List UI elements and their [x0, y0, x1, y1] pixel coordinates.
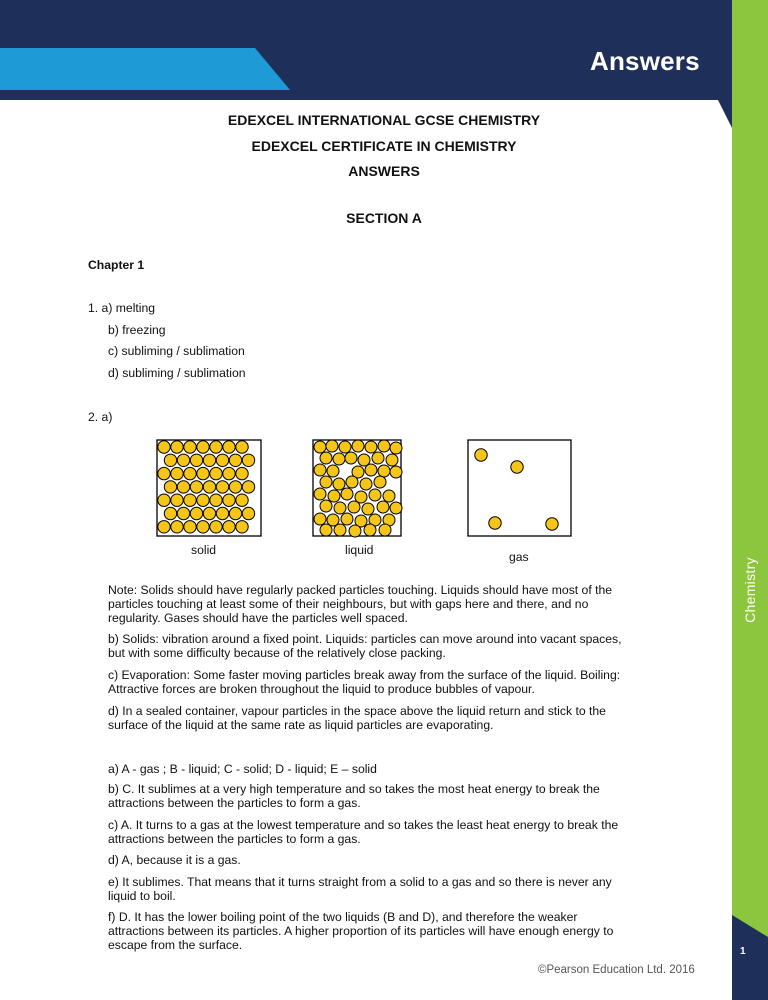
page-number-tab [732, 915, 768, 1000]
q2-c-line1: c) Evaporation: Some faster moving particles break away from the surface of the liquid. Boiling: [108, 668, 621, 682]
q2-note-line3: regularity. Gases should have the particles well spaced. [108, 611, 408, 625]
solid-particle [203, 454, 215, 466]
liquid-particle [328, 490, 340, 502]
solid-particle [236, 467, 248, 479]
solid-particle [158, 441, 170, 453]
solid-particle [203, 507, 215, 519]
doc-title-2: EDEXCEL CERTIFICATE IN CHEMISTRY [251, 138, 517, 154]
solid-particle [171, 521, 183, 533]
solid-particle [184, 494, 196, 506]
solid-particle [177, 481, 189, 493]
solid-particle [216, 507, 228, 519]
liquid-particle [346, 476, 358, 488]
solid-particle [210, 494, 222, 506]
liquid-particle [378, 465, 390, 477]
solid-particle [164, 507, 176, 519]
gas-diagram [468, 440, 571, 536]
solid-particle [223, 521, 235, 533]
liquid-particle [390, 442, 402, 454]
sidebar-subject-label: Chemistry [742, 557, 758, 623]
solid-particle [210, 521, 222, 533]
liquid-particle [333, 453, 345, 465]
solid-particle [197, 441, 209, 453]
q2-d-line2: surface of the liquid at the same rate as liquid particles are evaporating. [108, 718, 494, 732]
liquid-particle [334, 502, 346, 514]
liquid-particle [341, 488, 353, 500]
solid-particle [242, 481, 254, 493]
solid-particle [236, 494, 248, 506]
caption-liquid: liquid [345, 543, 374, 557]
solid-particle [223, 467, 235, 479]
solid-particle [236, 441, 248, 453]
solid-particle [190, 454, 202, 466]
q2-b-line2: but with some difficulty because of the relatively close packing. [108, 646, 446, 660]
solid-particle [216, 481, 228, 493]
liquid-particle [372, 452, 384, 464]
liquid-particle [341, 513, 353, 525]
solid-particle [203, 481, 215, 493]
q3-d: d) A, because it is a gas. [108, 853, 241, 867]
solid-particle [197, 494, 209, 506]
liquid-particle [378, 440, 390, 452]
q1-b: b) freezing [108, 323, 166, 337]
solid-particle [177, 507, 189, 519]
q3-f-line3: escape from the surface. [108, 938, 243, 952]
gas-particle [511, 461, 523, 473]
q1-c: c) subliming / sublimation [108, 344, 245, 358]
liquid-particle [369, 489, 381, 501]
copyright-footer: ©Pearson Education Ltd. 2016 [538, 964, 695, 976]
solid-particle [236, 521, 248, 533]
solid-particle [210, 441, 222, 453]
liquid-particle [390, 466, 402, 478]
q3-f-line1: f) D. It has the lower boiling point of the two liquids (B and D), and therefore the weaker [108, 910, 578, 924]
liquid-particle [365, 441, 377, 453]
solid-particle [171, 441, 183, 453]
solid-particle [177, 454, 189, 466]
liquid-particle [349, 525, 361, 537]
caption-gas: gas [509, 550, 529, 564]
solid-particle [242, 507, 254, 519]
gas-particle [546, 518, 558, 530]
solid-particle [164, 481, 176, 493]
q2-note-line1: Note: Solids should have regularly packed particles touching. Liquids should have most of the [108, 583, 613, 597]
liquid-diagram [313, 440, 402, 537]
liquid-particle [348, 501, 360, 513]
q3-b-line1: b) C. It sublimes at a very high temperature and so takes the most heat energy to break the [108, 782, 600, 796]
liquid-particle [383, 490, 395, 502]
solid-particle [229, 507, 241, 519]
liquid-particle [326, 440, 338, 452]
liquid-particle [314, 464, 326, 476]
liquid-particle [327, 465, 339, 477]
gas-particle [489, 517, 501, 529]
liquid-particle [345, 452, 357, 464]
liquid-particle [390, 502, 402, 514]
solid-particle [197, 521, 209, 533]
liquid-particle [314, 488, 326, 500]
solid-particle [223, 441, 235, 453]
solid-particle [229, 481, 241, 493]
liquid-particle [320, 476, 332, 488]
doc-title-3: ANSWERS [348, 163, 420, 179]
gas-particle [475, 449, 487, 461]
solid-particle [190, 481, 202, 493]
q3-a: a) A - gas ; B - liquid; C - solid; D - liquid; E – solid [108, 762, 377, 776]
q2-c-line2: Attractive forces are broken throughout the liquid to produce bubbles of vapour. [108, 682, 535, 696]
liquid-particle [374, 476, 386, 488]
liquid-particle [320, 524, 332, 536]
section-heading: SECTION A [346, 210, 422, 226]
solid-particle [164, 454, 176, 466]
page-header-title: Answers [590, 46, 700, 76]
liquid-particle [386, 454, 398, 466]
liquid-particle [333, 478, 345, 490]
solid-particle [184, 521, 196, 533]
solid-particle [229, 454, 241, 466]
liquid-particle [360, 478, 372, 490]
liquid-particle [364, 524, 376, 536]
page-number: 1 [740, 946, 746, 957]
solid-particle [158, 494, 170, 506]
liquid-particle [362, 503, 374, 515]
q2-label: 2. a) [88, 410, 113, 424]
liquid-particle [314, 441, 326, 453]
q1-a: 1. a) melting [88, 301, 156, 315]
q3-c-line2: attractions between the particles to form a gas. [108, 832, 361, 846]
solid-particle [158, 467, 170, 479]
solid-particle [171, 467, 183, 479]
particle-diagrams [0, 430, 768, 545]
liquid-particle [377, 501, 389, 513]
q2-note-line2: particles touching at least some of their neighbours, but with gaps here and there, and no [108, 597, 589, 611]
solid-particle [216, 454, 228, 466]
solid-particle [184, 441, 196, 453]
q3-f-line2: attractions between its particles. A higher proportion of its particles will have enough energy to [108, 924, 614, 938]
solid-diagram [157, 440, 261, 536]
solid-particle [210, 467, 222, 479]
liquid-particle [314, 513, 326, 525]
liquid-particle [320, 452, 332, 464]
q1-d: d) subliming / sublimation [108, 366, 246, 380]
solid-particle [242, 454, 254, 466]
q3-b-line2: attractions between the particles to form a gas. [108, 796, 361, 810]
solid-particle [190, 507, 202, 519]
liquid-particle [379, 524, 391, 536]
liquid-particle [352, 440, 364, 452]
q2-d-line1: d) In a sealed container, vapour particles in the space above the liquid return and stick to the [108, 704, 606, 718]
liquid-particle [339, 441, 351, 453]
chapter-heading: Chapter 1 [88, 258, 145, 272]
header-blue-stripe [0, 48, 290, 90]
q2-b-line1: b) Solids: vibration around a fixed point. Liquids: particles can move around into vacant spaces, [108, 632, 622, 646]
solid-particle [171, 494, 183, 506]
liquid-particle [320, 500, 332, 512]
solid-particle [184, 467, 196, 479]
q3-c-line1: c) A. It turns to a gas at the lowest temperature and so takes the least heat energy to break the [108, 818, 619, 832]
doc-title-1: EDEXCEL INTERNATIONAL GCSE CHEMISTRY [227, 112, 541, 128]
solid-particle [223, 494, 235, 506]
caption-solid: solid [191, 543, 217, 557]
q3-e-line1: e) It sublimes. That means that it turns straight from a solid to a gas and so there is never any [108, 875, 612, 889]
liquid-particle [365, 464, 377, 476]
solid-particle [197, 467, 209, 479]
solid-particle [158, 521, 170, 533]
q3-e-line2: liquid to boil. [108, 889, 176, 903]
liquid-particle [334, 524, 346, 536]
